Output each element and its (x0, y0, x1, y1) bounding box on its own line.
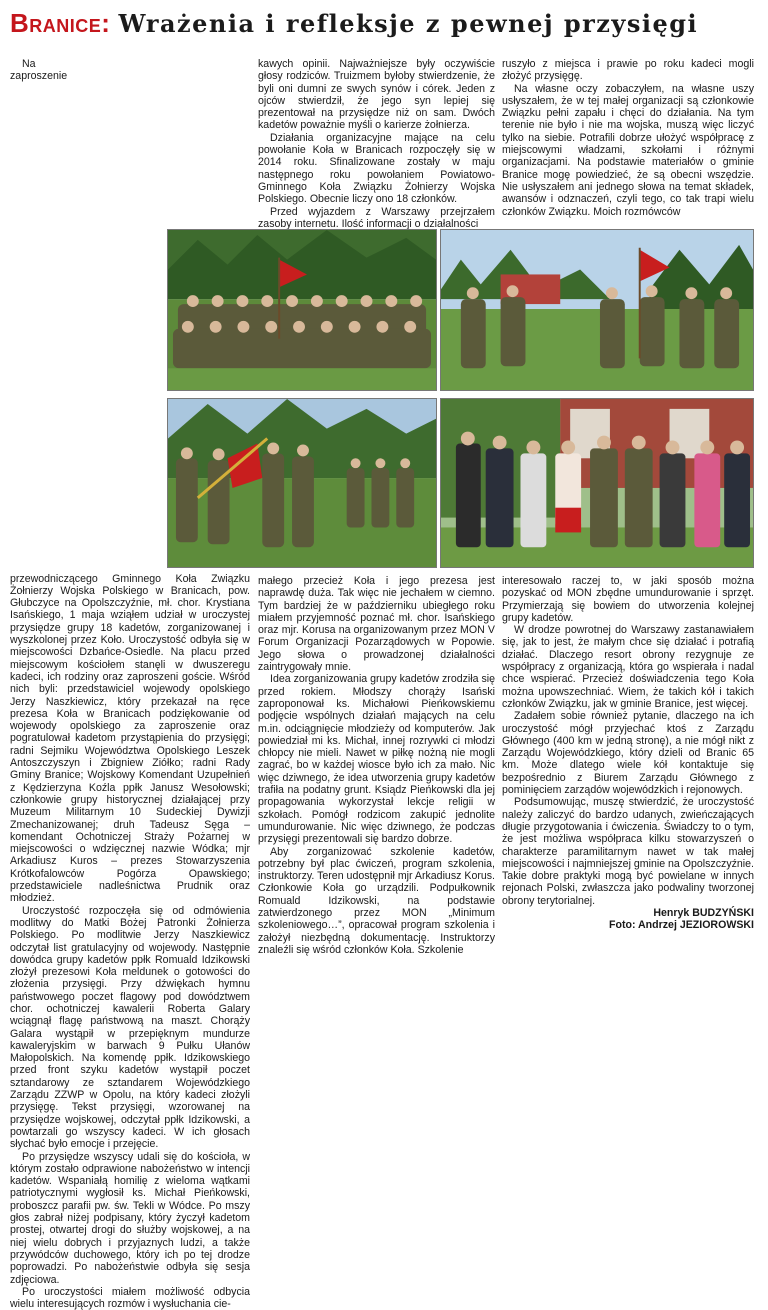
paragraph: Na zaproszenie przewodniczącego Gminnego Koła Związku Żołnierzy Wojska Polskiego w Branicach, pow. Głubczyce na Opolszczyźnie, mł. chor. Krystiana Isańskiego, 1 maja wziąłem udział w uroczystej przysiędze grupy 18 kadetów, zorganizowanej i wyszkolonej przez Koło. Uroczystość odbyła się w miejscowości Dzbańce-Osiedle. Na placu przed miejscowym kościołem stanęli w dwuszeregu kadeci, ich rodziny oraz zaproszeni goście. Wśród nich byli: przedstawiciel wojewody opolskiego Jerzy Naszkiewicz, który przekazał na ręce prezesa Koła w Branicach podziękowanie od wojewody opolskiego za zaproszenie oraz pogratulował kadetom przystąpienia do przysięgi; radni Sejmiku Województwa Opolskiego Leszek Antoszczyszyn i Zbigniew Ziółko; radni Rady Gminy Branice; Wojskowy Komendant Uzupełnień z Kędzierzyna Koźla ppłk Janusz Wesołowski; członkowie grupy historycznej działającej przy Muzeum Militarnym 10 Sudeckiej Dywizji Zmechanizowanej; druh Tadeusz Sęga – komendant Ochotniczej Straży Pożarnej w miejscowości o wdzięcznej nazwie Wódka; mjr Arkadiusz Kuros – prezes Stowarzyszenia Krótkofalowców Pogórza Opawskiego; przedstawiciele nadleśnictwa Prudnik oraz młodzież. (10, 58, 250, 905)
article-column-3-bottom (502, 575, 754, 977)
photo-wrap-spacer (90, 58, 252, 228)
paragraph: Podsumowując, muszę stwierdzić, że uroczystość należy zaliczyć do bardzo udanych, zwieńczających długie przygotowania i ćwiczenia. Świadczy to o tym, że jest możliwa współpraca kilku stowarzyszeń o charakterze paramilitarnym nawet w tak małej miejscowości i najmniejszej gminie na Opolszczyźnie. Takie dobre praktyki mogą być powielane w innych rejonach Polski, zwłaszcza jako podwaliny tworzonej obrony terytorialnej. (502, 796, 754, 907)
paragraph: Po przysiędze wszyscy udali się do kościoła, w którym zostało odprawione nabożeństwo w intencji kadetów. Wspaniałą homilię z wieloma wątkami patriotycznymi wygłosił ks. Michał Pieńkowski, proboszcz parafii pw. św. Tekli w Wódce. Po mszy głos zabrał niżej podpisany, który życzył kadetom prostej, otwartej drogi do służby wojskowej, a na niej wielu dobrych i przyjaznych ludzi, a także przywódców duchowego, który ich po tej drodze poprowadzi. Po nabożeństwie odbyła się sesja zdjęciowa. (10, 1150, 250, 1286)
photo-cadets-group (167, 229, 437, 391)
paragraph: Idea zorganizowania grupy kadetów zrodziła się przed rokiem. Młodszy chorąży Isański zaproponował ks. Michałowi Pieńkowskiemu podjęcie wspólnych działań mających na celu m.in. odciągnięcie młodzieży od komputerów. Jak powiedział mi ks. Michał, innej rozrywki ci młodzi chłopcy nie mieli. Nawet w piłkę nożną nie mogli zagrać, bo w każdej wiosce było ich za mało. Nic więc dziwnego, że idea utworzenia grupy kadetów trafiła na podatny grunt. Ksiądz Pieńkowski dla jej propagowania wykorzystał lekcje religii w szkołach. Pomógł rodzicom zakupić jednolite umundurowanie. Nic więc dziwnego, że podczas przysięgi prezentowali się bardzo dobrze. (258, 673, 495, 846)
paragraph: Uroczystość rozpoczęła się od odmówienia modlitwy do Matki Bożej Patronki Żołnierza Polskiego. Po modlitwie Jerzy Naszkiewicz odczytał list gratulacyjny od wojewody. Następnie dowódca grupy kadetów ppłk Romuald Idzikowski złożył prezesowi Koła meldunek o gotowości do złożenia przysięgi. Przy dźwiękach hymnu państwowego poczet flagowy pod dowództwem chor. ochotniczej kawalerii Roberta Galary wciągnął flagę państwową na maszt. Chorąży Galara wystąpił w przepięknym mundurze kawaleryjskim w barwach 9 Pułku Ułanów Małopolskich. Na komendę ppłk. Idzikowskiego przed front szyku kadetów wystąpił poczet sztandarowy ze sztandarem Wojewódzkiego Zarządu ZZWP w Opolu, na który kadeci złożyli przysięgę. Tekst przysięgi, wzorowanej na przysiędze wojskowej, odczytał ppłk Idzikowski, a powtarzali go wszyscy kadeci. W ich głosach słychać było emocje i przejęcie. (10, 904, 250, 1151)
paragraph: Działania organizacyjne mające na celu powołanie Koła w Branicach rozpoczęły się w 2014 roku. Sfinalizowane zostały w maju następnego roku powołaniem Powiatowo-Gminnego Koła Związku Żołnierzy Wojska Polskiego. Obecnie liczy ono 18 członków. (258, 131, 495, 206)
photo-cadets-banners (440, 229, 754, 391)
paragraph: Na własne oczy zobaczyłem, na własne uszy usłyszałem, że w tej małej organizacji są członkowie Związku pełni zapału i chęci do działania. Na tym terenie nie było i nie ma wojska, muszą więc liczyć tylko na siebie. Potrafili dobrze ułożyć współpracę z miejscowymi władzami, szkołami i różnymi organizacjami. Na podstawie materiałów o gminie Branice mogę powiedzieć, że są obecni wszędzie. Nie usłyszałem ani jednego słowa na temat składek, awansów i odznaczeń, czyli tego, co tak trapi wielu członków Związku. Moich rozmówców (502, 82, 754, 218)
paragraph: interesowało raczej to, w jaki sposób można pozyskać od MON zbędne umundurowanie i sprzęt. Przymierzają się bowiem do utworzenia kolejnej grupy kadetów. (502, 575, 754, 624)
headline-title: Wrażenia i refleksje z pewnej przysięgi (118, 9, 699, 38)
paragraph: Aby zorganizować szkolenie kadetów, potrzebny był plac ćwiczeń, program szkolenia, instruktorzy. Teren udostępnił mjr Arkadiusz Korus. Członkowie Koła go urządzili. Podpułkownik Romuald Idzikowski, na podstawie zatwierdzonego przez MON „Minimum szkoleniowego…”, opracował program szkolenia i założył niezbędną dokumentację. Instruktorzy znaleźli się wśród członków Koła. Szkolenie (258, 845, 495, 956)
paragraph: ruszyło z miejsca i prawie po roku kadeci mogli złożyć przysięgę. (502, 58, 754, 83)
headline (10, 8, 760, 56)
paragraph: Przed wyjazdem z Warszawy przejrzałem zasoby internetu. Ilość informacji o działalności (258, 205, 495, 230)
paragraph: W drodze powrotnej do Warszawy zastanawiałem się, jak to jest, że małym chce się działać i potrafią działać. Dlaczego resort obrony rezygnuje ze współpracy z organizacją, która go wspierała i nadal chce wspierać. Przecież doświadczenia tego Koła można upowszechniać. Wiem, że takich kół i takich członków Związku, jak w gminie Branice, jest więcej. (502, 624, 754, 710)
photo-guests-officers (440, 398, 754, 568)
paragraph: Po uroczystości miałem możliwość odbycia wielu interesujących rozmów i wysłuchania cie- (10, 1285, 250, 1310)
headline-kicker: Branice: (10, 8, 111, 38)
paragraph: małego przecież Koła i jego prezesa jest naprawdę duża. Tak więc nie jechałem w ciemno. Tym bardziej że w październiku ubiegłego roku miałem przyjemność poznać mł. chor. Isańskiego oraz mjr. Korusa na organizowanym przez MON V Forum Organizacji Pozarządowych w Popowie. Jego słowa o prowadzonej działalności zaintrygowały mnie. (258, 575, 495, 674)
paragraph: Zadałem sobie również pytanie, dlaczego na ich uroczystość mógł przyjechać ktoś z Zarządu Głównego (400 km w jedną stronę), a nie mógł nikt z Zarządu Wojewódzkiego, który dzieli od Branic 65 km. Może dlatego wiele kół kontaktuje się bezpośrednio z Biurem Zarządu Głównego z pominięciem zarządów wojewódzkich i rejonowych. (502, 710, 754, 797)
photo-credit: Foto: Andrzej JEZIOROWSKI (609, 919, 754, 932)
photo-flag-bearers (167, 398, 437, 568)
paragraph: kawych opinii. Najważniejsze były oczywiście głosy rodziców. Truizmem byłoby stwierdzenie, że byli oni dumni ze swych synów i córek. Jeden z ojców stwierdził, że jego syn lepiej się prezentował na przysiędze niż on sam. Dwóch kadetów poważnie myśli o karierze żołnierza. (258, 58, 495, 132)
article-column-2-bottom (258, 575, 495, 977)
author-signature: Henryk BUDZYŃSKI (653, 907, 754, 920)
